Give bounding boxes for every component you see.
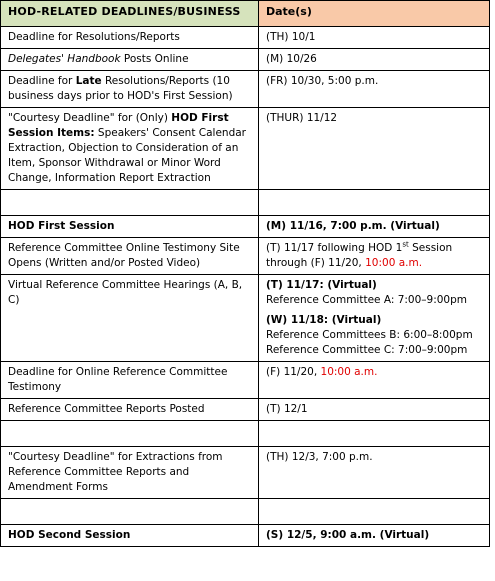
row-label: HOD First Session [1,216,259,238]
blank-cell [259,499,490,525]
row-label: Virtual Reference Committee Hearings (A, B, C) [1,275,259,362]
table-row [1,238,490,275]
table-row [1,447,490,499]
row-label: Deadline for Resolutions/Reports [1,27,259,49]
blank-row [1,499,490,525]
table-row [1,525,490,547]
handbook-title: Delegates' Handbook [8,53,121,65]
date-pre: (T) 11/17 following HOD 1 [266,242,403,254]
row-label-rest: Posts Online [120,53,189,65]
blank-cell [1,190,259,216]
row-label [1,71,259,108]
row-date: (TH) 10/1 [259,27,490,49]
blank-cell [259,421,490,447]
column-header-dates: Date(s) [259,1,490,27]
row-label-bold: HOD First Session Items: [8,112,229,139]
blank-row [1,190,490,216]
row-label-pre: Deadline for [8,75,76,87]
date-deadline-time: 10:00 a.m. [320,366,378,378]
table-row [1,27,490,49]
date-pre: (F) 11/20, [266,366,321,378]
row-label-bold: Late [75,75,102,87]
date-deadline-time: 10:00 a.m. [365,257,423,269]
row-date: (THUR) 11/12 [259,108,490,190]
hearing-day-1: (T) 11/17: (Virtual) [266,279,377,291]
date-mid: Session through (F) 11/20, [266,242,453,269]
blank-cell [259,190,490,216]
row-date [259,362,490,399]
row-date: (FR) 10/30, 5:00 p.m. [259,71,490,108]
row-label [1,108,259,190]
row-label: Deadline for Online Reference Committee Testimony [1,362,259,399]
row-date [259,238,490,275]
row-date: (M) 10/26 [259,49,490,71]
table-header-row [1,1,490,27]
table-row [1,399,490,421]
row-label-pre: "Courtesy Deadline" for (Only) [8,112,172,124]
hearing-line: Reference Committee A: 7:00–9:00pm [266,294,468,306]
row-date [259,275,490,362]
row-label-post: Resolutions/Reports (10 business days prior to HOD's First Session) [8,75,233,102]
table-row [1,216,490,238]
table-row [1,275,490,362]
hearing-day-2: (W) 11/18: (Virtual) [266,314,382,326]
table-row [1,108,490,190]
row-date: (TH) 12/3, 7:00 p.m. [259,447,490,499]
row-label: HOD Second Session [1,525,259,547]
ordinal-suffix: st [402,240,409,249]
table-row [1,71,490,108]
row-label-post: Speakers' Consent Calendar Extraction, Objection to Consideration of an Item, Sponsor Withdrawal or Minor Word Change, Information Report Extraction [8,127,246,184]
blank-cell [1,421,259,447]
row-label [1,49,259,71]
table-row [1,49,490,71]
table-row [1,362,490,399]
row-date: (S) 12/5, 9:00 a.m. (Virtual) [259,525,490,547]
row-label: "Courtesy Deadline" for Extractions from Reference Committee Reports and Amendment Forms [1,447,259,499]
row-label: Reference Committee Reports Posted [1,399,259,421]
blank-row [1,421,490,447]
hearing-line: Reference Committee C: 7:00–9:00pm [266,344,468,356]
hearing-line: Reference Committees B: 6:00–8:00pm [266,329,473,341]
row-date: (T) 12/1 [259,399,490,421]
column-header-business: HOD-RELATED DEADLINES/BUSINESS [1,1,259,27]
blank-cell [1,499,259,525]
row-date: (M) 11/16, 7:00 p.m. (Virtual) [259,216,490,238]
row-label: Reference Committee Online Testimony Site Opens (Written and/or Posted Video) [1,238,259,275]
